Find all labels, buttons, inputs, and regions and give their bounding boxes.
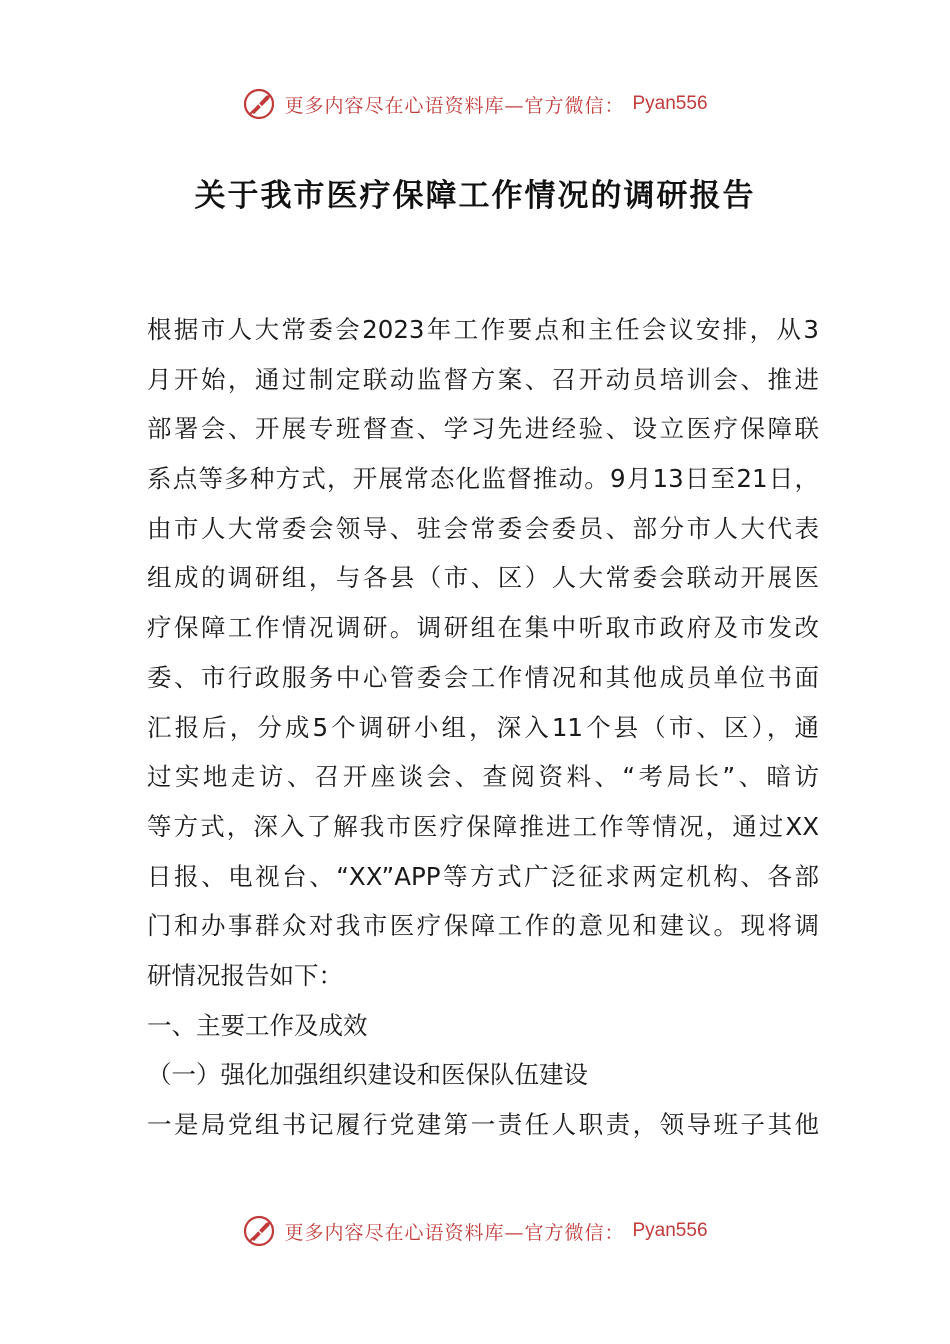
document-title: 关于我市医疗保障工作情况的调研报告: [194, 178, 756, 214]
body-line: 过实地走访、召开座谈会、查阅资料、“考局长”、暗访: [147, 762, 819, 792]
document-body: [147, 305, 819, 1150]
quill-logo-icon: [242, 1214, 276, 1248]
body-line: 一是局党组书记履行党建第一责任人职责，领导班子其他: [147, 1110, 819, 1139]
quill-logo-icon: [242, 87, 276, 121]
body-line: 研情况报告如下：: [147, 960, 343, 990]
body-line: 委、市行政服务中心管委会工作情况和其他成员单位书面: [147, 662, 819, 692]
watermark-footer: [0, 1211, 950, 1251]
body-line: 由市人大常委会领导、驻会常委会委员、部分市人大代表: [147, 513, 819, 543]
watermark-text: 更多内容尽在心语资料库—官方微信：: [284, 94, 625, 117]
body-line: 根据市人大常委会2023年工作要点和主任会议安排，从3: [147, 315, 819, 344]
body-line: 疗保障工作情况调研。调研组在集中听取市政府及市发改: [147, 613, 819, 643]
watermark-handle: Pyan556: [632, 1220, 708, 1241]
body-line: 日报、电视台、“XX”APP等方式广泛征求两定机构、各部: [147, 861, 819, 891]
section-heading: 一、主要工作及成效: [147, 1010, 368, 1040]
body-line: 等方式，深入了解我市医疗保障推进工作等情况，通过XX: [147, 811, 819, 841]
body-line: 部署会、开展专班督查、学习先进经验、设立医疗保障联: [147, 414, 819, 444]
subsection-heading: （一）强化加强组织建设和医保队伍建设: [147, 1060, 588, 1090]
body-line: 月开始，通过制定联动监督方案、召开动员培训会、推进: [147, 364, 819, 394]
body-line: 门和办事群众对我市医疗保障工作的意见和建议。现将调: [147, 911, 819, 941]
watermark-header: [0, 84, 950, 124]
watermark-text: 更多内容尽在心语资料库—官方微信：: [284, 1221, 625, 1244]
watermark-handle: Pyan556: [632, 93, 708, 114]
body-line: 系点等多种方式，开展常态化监督推动。9月13日至21日，: [147, 464, 819, 494]
body-line: 组成的调研组，与各县（市、区）人大常委会联动开展医: [147, 563, 819, 593]
body-line: 汇报后，分成5个调研小组，深入11个县（市、区），通: [147, 712, 819, 742]
